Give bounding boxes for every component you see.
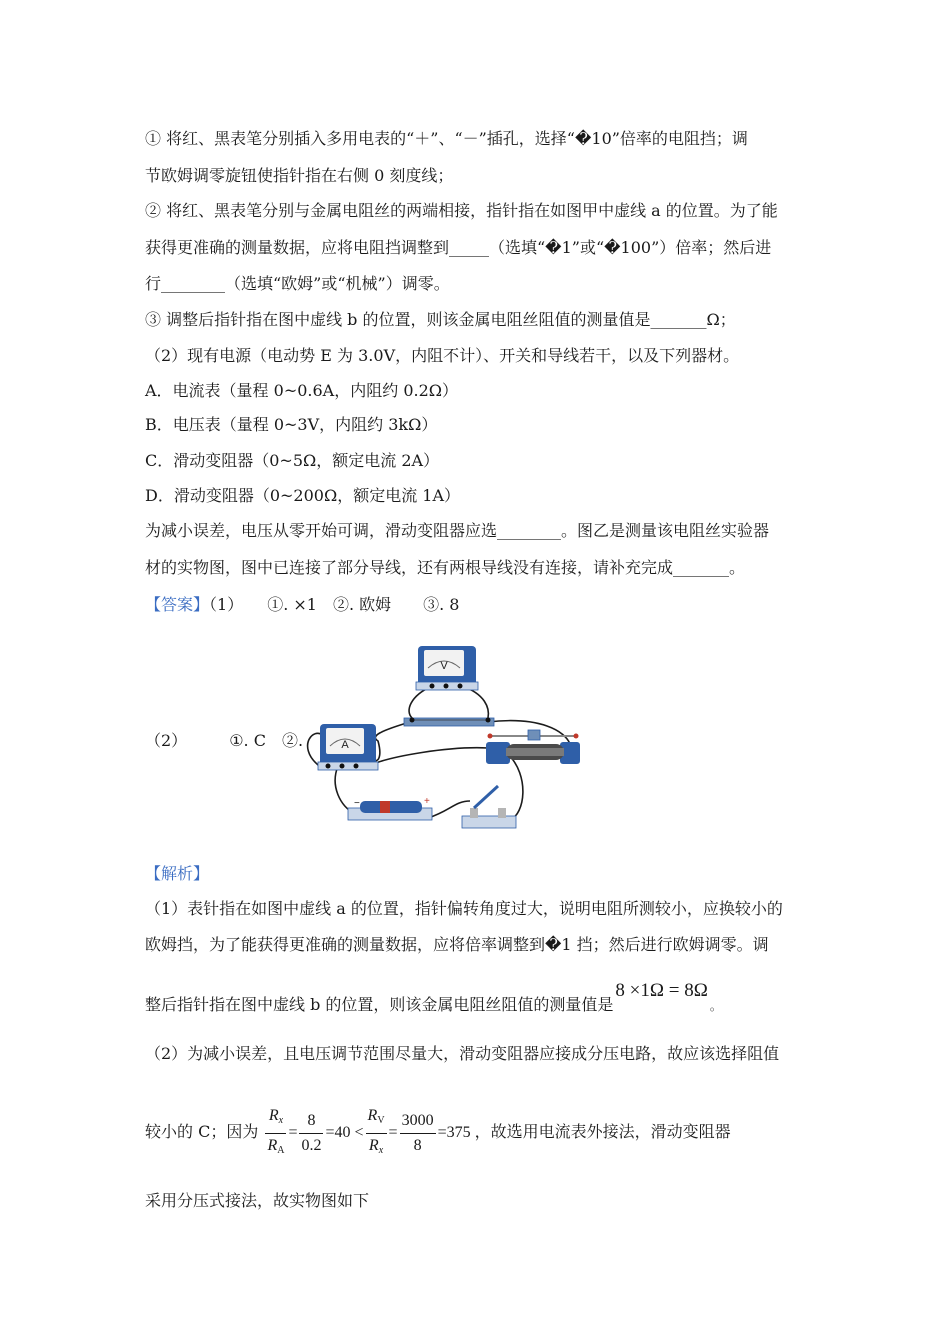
frac-3000-8: $\frac{3000}{8}$ bbox=[400, 1109, 436, 1158]
analysis-p2-line1: （2）为减小误差，且电压调节范围尽量大，滑动变阻器应接成分压电路，故应该选择阻值 bbox=[145, 1044, 780, 1063]
analysis-p1-line2: 欧姆挡，为了能获得更准确的测量数据，应将倍率调整到�1 挡；然后进行欧姆调零。调 bbox=[145, 935, 769, 954]
wire-voltmeter-left bbox=[409, 686, 432, 718]
analysis-p2-line2-post: ，故选用电流表外接法，滑动变阻器 bbox=[474, 1122, 731, 1142]
option-c: C．滑动变阻器（0~5Ω，额定电流 2A） bbox=[145, 451, 440, 470]
part2-intro: （2）现有电源（电动势 E 为 3.0V，内阻不计）、开关和导线若干，以及下列器材。 bbox=[145, 346, 740, 365]
analysis-p2-line3: 采用分压式接法，故实物图如下 bbox=[145, 1191, 370, 1210]
switch bbox=[462, 786, 516, 828]
battery-plus: + bbox=[424, 796, 430, 807]
ammeter bbox=[318, 724, 378, 770]
analysis-tag: 【解析】 bbox=[145, 864, 210, 883]
answer-part1: （1） ①. ×1 ②. 欧姆 ③. 8 bbox=[209, 595, 460, 614]
step1-line2: 节欧姆调零旋钮使指针指在右侧 0 刻度线； bbox=[145, 166, 454, 185]
step2-line3: 行________（选填“欧姆”或“机械”）调零。 bbox=[145, 274, 450, 293]
wire-ammeter-rheostat bbox=[368, 748, 488, 766]
answer-part2-label: （2） bbox=[145, 731, 188, 750]
answer-tag: 【答案】 bbox=[145, 595, 210, 614]
battery-holder bbox=[348, 796, 432, 820]
frac-rv-rx: $\frac{R_V}{R_x}$ bbox=[366, 1104, 387, 1163]
step2-line2: 获得更准确的测量数据，应将电阻挡调整到_____（选填“�1”或“�100”）倍率；然后进 bbox=[145, 238, 772, 257]
wire-battery-switch bbox=[428, 801, 470, 818]
step1-line1: ① 将红、黑表笔分别插入多用电表的“＋”、“－”插孔，选择“�10”倍率的电阻挡；调 bbox=[145, 129, 748, 148]
wire-ammeter-battery bbox=[335, 766, 355, 814]
option-b: B．电压表（量程 0~3V，内阻约 3kΩ） bbox=[145, 415, 438, 434]
step3-line: ③ 调整后指针指在图中虚线 b 的位置，则该金属电阻丝阻值的测量值是_______Ω； bbox=[145, 310, 736, 329]
frac-rx-ra: $\frac{R_x}{R_A}$ bbox=[265, 1104, 286, 1163]
wire-voltmeter-right bbox=[462, 686, 488, 718]
wire-rheostat-switch bbox=[508, 754, 523, 820]
analysis-p1-line3-wrap bbox=[145, 980, 722, 1017]
option-a: A．电流表（量程 0~0.6A，内阻约 0.2Ω） bbox=[145, 381, 459, 400]
rheostat bbox=[486, 730, 580, 764]
resistance-wire-board bbox=[404, 718, 494, 727]
answer-line bbox=[145, 594, 459, 616]
step2-line1: ② 将红、黑表笔分别与金属电阻丝的两端相接，指针指在如图甲中虚线 a 的位置。为了能 bbox=[145, 201, 778, 220]
ammeter-letter: A bbox=[341, 739, 349, 751]
option-d: D．滑动变阻器（0~200Ω，额定电流 1A） bbox=[145, 486, 461, 505]
analysis-p1-line3: 整后指针指在图中虚线 b 的位置，则该金属电阻丝阻值的测量值是 bbox=[145, 995, 614, 1014]
answer-part2-items: ①. C ②. bbox=[229, 731, 304, 750]
frac-8-0.2: $\frac{8}{0.2}$ bbox=[299, 1109, 323, 1158]
voltmeter bbox=[416, 646, 478, 690]
question-line2: 材的实物图，图中已连接了部分导线，还有两根导线没有连接，请补充完成_______。 bbox=[145, 558, 746, 577]
analysis-p2-line2-pre: 较小的 C；因为 bbox=[145, 1122, 259, 1142]
analysis-p1-formula: 8 ×1Ω = 8Ω bbox=[615, 980, 708, 1001]
circuit-diagram bbox=[300, 636, 580, 836]
question-line1: 为减小误差，电压从零开始可调，滑动变阻器应选________。图乙是测量该电阻丝实验器 bbox=[145, 521, 770, 540]
voltmeter-letter: V bbox=[440, 660, 448, 672]
analysis-p1-line1: （1）表针指在如图中虚线 a 的位置，指针偏转角度过大，说明电阻所测较小，应换较小的 bbox=[145, 899, 783, 918]
analysis-p1-end: 。 bbox=[709, 999, 722, 1013]
answer-part2-line bbox=[145, 730, 303, 752]
analysis-p2-line2 bbox=[145, 1104, 731, 1163]
ratio-equation: $\frac{R_x}{R_A}$ = $\frac{8}{0.2}$ =40 < $\frac{R_V}{R_x}$ = $\frac{3000}{8}$ =375 bbox=[263, 1124, 474, 1141]
battery-minus: − bbox=[354, 798, 360, 809]
